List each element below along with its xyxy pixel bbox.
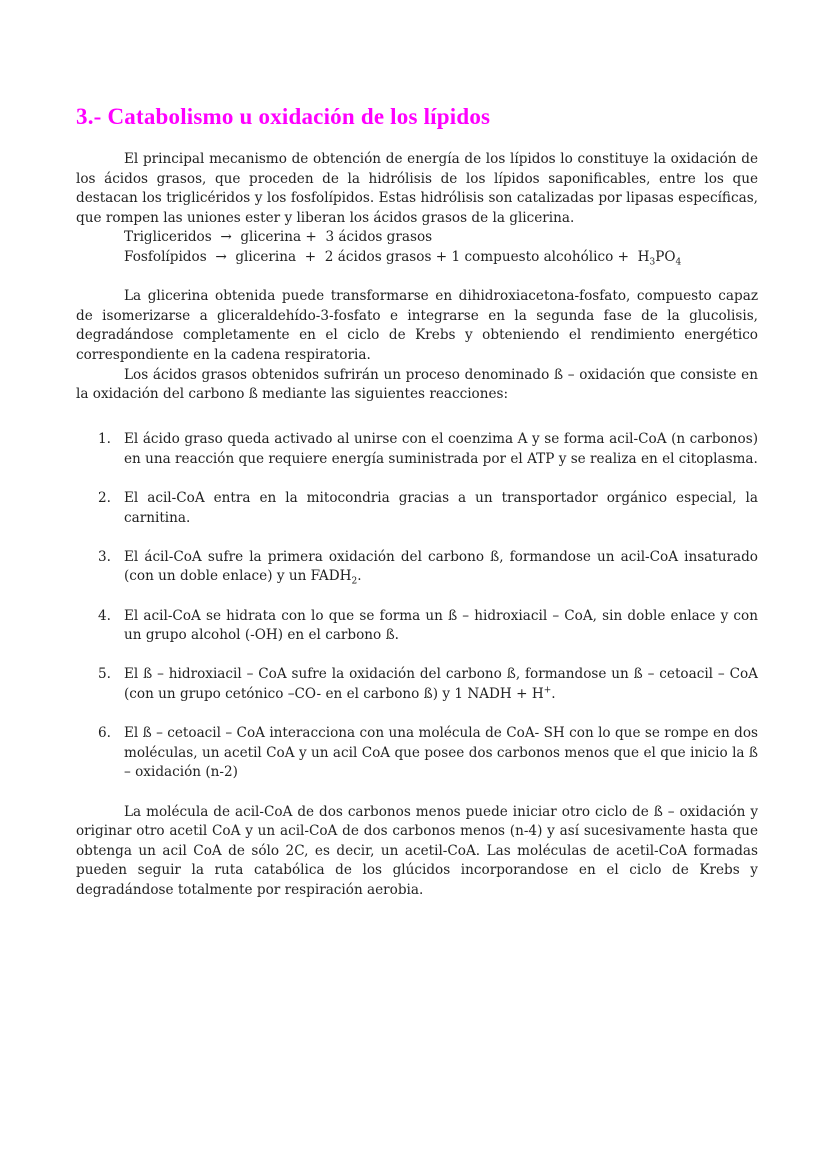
list-text: El acil-CoA entra en la mitocondria gracias a un transportador orgánico especial, la carnitina. bbox=[124, 490, 758, 526]
section-title: 3.- Catabolismo u oxidación de los lípidos bbox=[76, 104, 491, 129]
list-item bbox=[76, 724, 758, 783]
list-item bbox=[76, 430, 758, 469]
list-text: El ácido graso queda activado al unirse con el coenzima A y se forma acil-CoA (n carbonos) en una reacción que requiere energía suministrada por el ATP y se realiza en el citoplasma. bbox=[124, 431, 758, 467]
list-number: 6. bbox=[98, 725, 111, 742]
list-number: 1. bbox=[98, 431, 111, 448]
list-number: 2. bbox=[98, 490, 111, 507]
superscript: + bbox=[543, 685, 552, 696]
list-text: El ácil-CoA sufre la primera oxidación del carbono ß, formandose un acil-CoA insaturado (con un doble enlace) y un FADH bbox=[124, 548, 758, 585]
list-item bbox=[76, 548, 758, 587]
list-number: 4. bbox=[98, 607, 111, 624]
equation-text: PO bbox=[655, 248, 676, 265]
list-text: El ß – hidroxiacil – CoA sufre la oxidación del carbono ß, formandose un ß – cetoacil – CoA (con un grupo cetónico –CO- en el carbono ß) y 1 NADH + H bbox=[124, 666, 758, 703]
list-item bbox=[76, 607, 758, 646]
equation-phospholipids bbox=[76, 248, 758, 268]
document-page bbox=[76, 104, 758, 901]
subscript: 2 bbox=[351, 577, 358, 588]
subscript: 4 bbox=[675, 257, 682, 268]
list-text: . bbox=[357, 568, 362, 585]
paragraph-conclusion: La molécula de acil-CoA de dos carbonos menos puede iniciar otro ciclo de ß – oxidación y originar otro acetil CoA y un acil-CoA de dos carbonos menos (n-4) y así sucesivamente hasta que obtenga un acil CoA de sólo 2C, es decir, un acetil-CoA. Las moléculas de acetil-CoA formadas pueden seguir la ruta catabólica de los glúcidos incorporandose en el ciclo de Krebs y degradándose totalmente por respiración aerobia. bbox=[76, 803, 758, 898]
list-item bbox=[76, 665, 758, 704]
list-item bbox=[76, 489, 758, 528]
paragraph-beta-oxidation: Los ácidos grasos obtenidos sufrirán un proceso denominado ß – oxidación que consiste en la oxidación del carbono ß mediante las siguientes reacciones: bbox=[76, 366, 758, 403]
list-text: El acil-CoA se hidrata con lo que se forma un ß – hidroxiacil – CoA, sin doble enlace y con un grupo alcohol (-OH) en el carbono ß. bbox=[124, 607, 758, 644]
paragraph-glycerol: La glicerina obtenida puede transformarse en dihidroxiacetona-fosfato, compuesto capaz de isomerizarse a gliceraldehído-3-fosfato e integrarse en la segunda fase de la glucolisis, degradándose completamente en el ciclo de Krebs y obteniendo el rendimiento energético correspondiente en la cadena respiratoria. bbox=[76, 288, 758, 363]
list-text: . bbox=[551, 686, 556, 703]
list-number: 3. bbox=[98, 548, 111, 565]
list-text: El ß – cetoacil – CoA interacciona con una molécula de CoA- SH con lo que se rompe en dos moléculas, un acetil CoA y un acil CoA que posee dos carbonos menos que el que inicio la ß – oxidación (n-2) bbox=[124, 725, 758, 781]
paragraph-intro: El principal mecanismo de obtención de energía de los lípidos lo constituye la oxidación de los ácidos grasos, que proceden de la hidrólisis de los lípidos saponificables, entre los que destacan los triglicéridos y los fosfolípidos. Estas hidrólisis son catalizadas por lipasas específicas, que rompen las uniones ester y liberan los ácidos grasos de la glicerina. bbox=[76, 151, 758, 226]
equation-text: Fosfolípidos → glicerina + 2 ácidos grasos + 1 compuesto alcohólico + H bbox=[124, 248, 650, 265]
reaction-steps-list bbox=[76, 430, 758, 783]
list-number: 5. bbox=[98, 666, 111, 683]
equation-triglycerides: Trigliceridos → glicerina + 3 ácidos grasos bbox=[124, 229, 433, 246]
subscript: 3 bbox=[649, 257, 656, 268]
